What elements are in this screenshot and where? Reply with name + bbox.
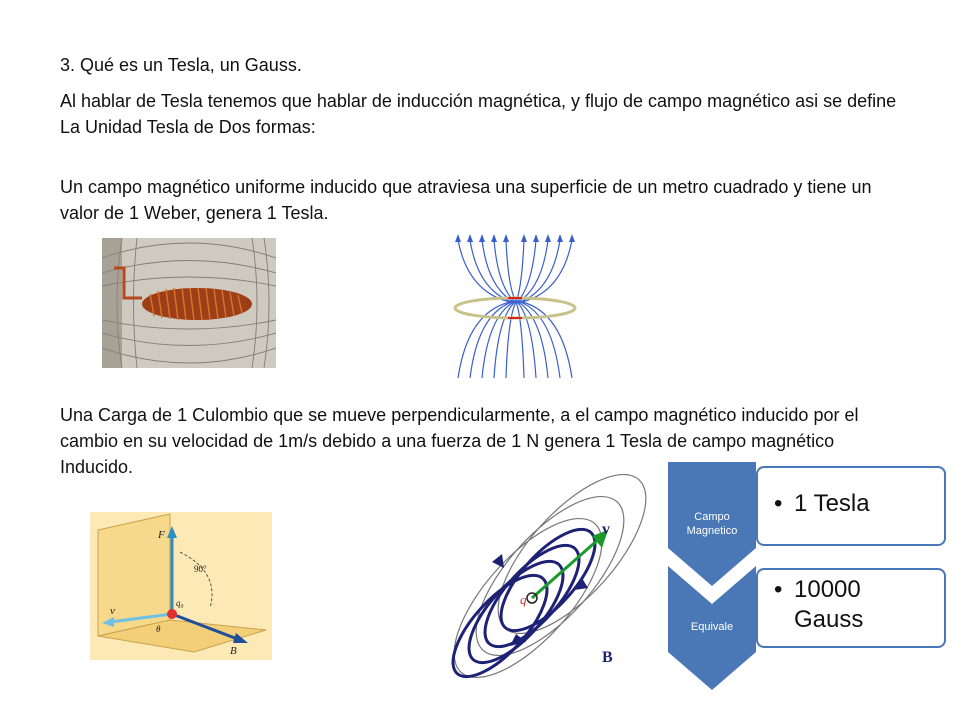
weber-definition-paragraph: Un campo magnético uniforme inducido que atraviesa una superficie de un metro cuadrado y tiene un valor de 1 Weber, genera 1 Tesla. [60,177,872,223]
chevron-shapes [668,462,758,692]
value-gauss-number: 10000 [794,576,861,603]
field-label: B [230,645,237,657]
slide-heading: 3. Qué es un Tesla, un Gauss. [60,55,302,75]
field-lines-through-ring-diagram [440,232,590,380]
value-gauss-unit: Gauss [794,606,864,633]
chevron-equivalence-list [668,462,948,692]
field-label: B [602,649,613,666]
force-label: F [158,529,165,541]
coil-iron-filings-photo [102,238,276,368]
chevron-label-campo-magnetico: Campo Magnetico [686,511,738,537]
helical-field-around-moving-charge-diagram [432,466,672,692]
charge-label: q [520,592,527,607]
value-box-tesla: • 1 Tesla [756,466,946,546]
force-velocity-field-vector-diagram [90,512,272,660]
angle-label: 90° [194,564,207,574]
coulomb-definition-paragraph: Una Carga de 1 Culombio que se mueve perpendicularmente, a el campo magnético inducido por el cambio en su velocidad de 1m/s debido a una fuerza de 1 N genera 1 Tesla de campo magnético Inducido. [60,405,859,477]
velocity-label: v [602,521,610,538]
charge-label: q₀ [176,598,184,608]
intro-paragraph: Al hablar de Tesla tenemos que hablar de inducción magnética, y flujo de campo magnético asi se define La Unidad Tesla de Dos formas: [60,91,897,137]
theta-label: θ [156,624,161,634]
velocity-label: v [110,605,115,617]
value-tesla: 1 Tesla [794,490,870,517]
value-box-gauss: • 10000 Gauss [756,568,946,648]
chevron-label-equivale: Equivale [690,621,734,633]
